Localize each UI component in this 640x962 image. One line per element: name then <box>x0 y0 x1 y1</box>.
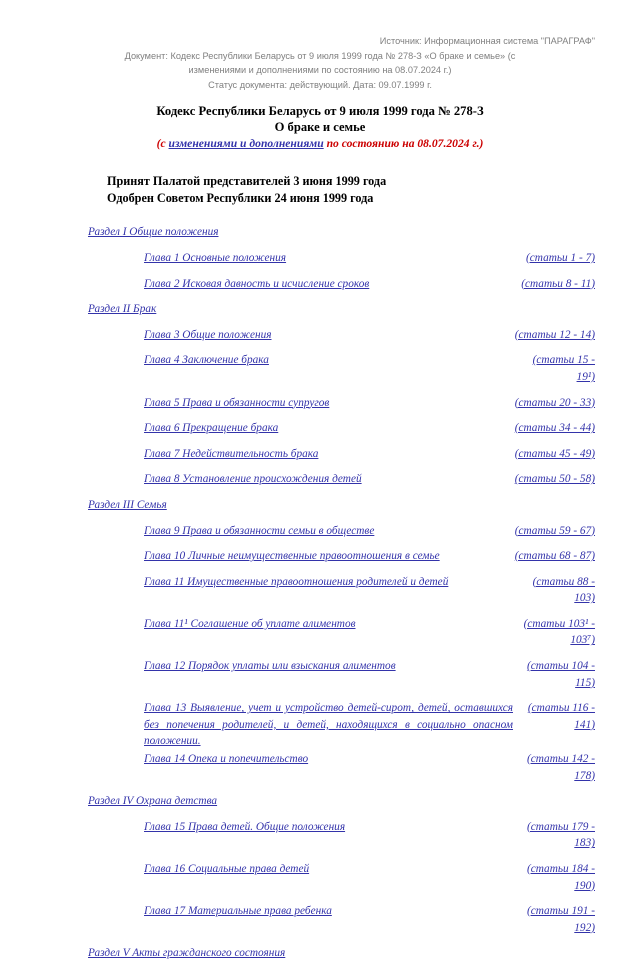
toc-article-range[interactable]: (статьи 191 - 192) <box>526 905 595 934</box>
toc-article-range[interactable]: (статьи 12 - 14) <box>514 328 595 341</box>
toc-row <box>88 793 595 810</box>
meta-document-line-2: изменениями и дополнениями по состоянию на 08.07.2024 г.) <box>188 65 452 76</box>
document-title-block <box>0 104 640 135</box>
toc-row <box>88 497 595 514</box>
toc-row <box>88 903 595 936</box>
toc-chapter-link[interactable]: Глава 7 Недействительность брака <box>144 447 319 460</box>
amendments-note <box>0 136 640 151</box>
meta-document-line-1: Документ: Кодекс Республики Беларусь от 9 июля 1999 года № 278-З «О браке и семье» (с <box>124 50 516 61</box>
approved-by-council: Одобрен Советом Республики 24 июня 1999 года <box>107 190 374 205</box>
toc-row <box>88 523 595 540</box>
toc-chapter-link[interactable]: Глава 16 Социальные права детей <box>144 863 310 875</box>
toc-row <box>88 471 595 488</box>
toc-chapter-link[interactable]: Глава 3 Общие положения <box>144 328 272 341</box>
toc-row <box>88 276 595 293</box>
amendments-link[interactable]: изменениями и дополнениями <box>168 137 324 151</box>
toc-row <box>88 574 595 607</box>
toc-chapter-link[interactable]: Глава 15 Права детей. Общие положения <box>144 820 346 833</box>
adoption-block <box>0 173 640 206</box>
meta-status: Статус документа: действующий. Дата: 09.07.1999 г. <box>208 79 432 90</box>
toc-article-range[interactable]: (статьи 8 - 11) <box>521 277 595 290</box>
toc-row <box>88 751 595 784</box>
toc-row <box>88 616 595 649</box>
toc-article-range[interactable]: (статьи 50 - 58) <box>514 473 595 486</box>
toc-chapter-link[interactable]: Глава 13 Выявление, учет и устройство детей-сирот, детей, оставшихся без попечения родителей, и детей, находящихся в социально опасном положении. <box>144 702 513 748</box>
toc-chapter-link[interactable]: Глава 14 Опека и попечительство <box>144 753 309 766</box>
toc-chapter-link[interactable]: Глава 5 Права и обязанности супругов <box>144 396 330 409</box>
meta-source: Источник: Информационная система "ПАРАГРАФ" <box>379 36 595 46</box>
toc-article-range[interactable]: (статьи 103¹ - 103⁷) <box>523 617 595 647</box>
toc-chapter-link[interactable]: Глава 12 Порядок уплаты или взыскания алиментов <box>144 660 396 673</box>
toc-article-range[interactable]: (статьи 59 - 67) <box>514 524 595 537</box>
toc-row <box>88 250 595 267</box>
toc-article-range[interactable]: (статьи 20 - 33) <box>514 396 595 409</box>
page-subtitle: О браке и семье <box>274 119 366 134</box>
toc-chapter-link[interactable]: Глава 11 Имущественные правоотношения родителей и детей <box>144 575 449 588</box>
toc-section-link[interactable]: Раздел V Акты гражданского состояния <box>88 947 286 960</box>
toc-section-link[interactable]: Раздел IV Охрана детства <box>88 795 218 808</box>
document-meta-header <box>0 0 640 92</box>
toc-article-range[interactable]: (статьи 116 - 141) <box>527 702 595 731</box>
toc-article-range[interactable]: (статьи 142 - 178) <box>526 753 595 782</box>
toc-row <box>88 861 595 894</box>
toc-row <box>88 548 595 565</box>
adopted-by-house: Принят Палатой представителей 3 июня 1999 года <box>107 174 387 189</box>
toc-chapter-link[interactable]: Глава 4 Заключение брака <box>144 354 269 367</box>
toc-section-link[interactable]: Раздел II Брак <box>88 303 157 316</box>
toc-row <box>88 700 595 750</box>
toc-chapter-link[interactable]: Глава 9 Права и обязанности семьи в обществе <box>144 524 375 537</box>
toc-chapter-link[interactable]: Глава 11¹ Соглашение об уплате алиментов <box>144 617 356 630</box>
toc-row <box>88 819 595 852</box>
toc-chapter-link[interactable]: Глава 6 Прекращение брака <box>144 422 279 435</box>
toc-section-link[interactable]: Раздел I Общие положения <box>88 226 219 239</box>
toc-article-range[interactable]: (статьи 15 - 19¹) <box>532 354 595 383</box>
toc-row <box>88 327 595 344</box>
toc-article-range[interactable]: (статьи 34 - 44) <box>514 422 595 435</box>
toc-article-range[interactable]: (статьи 1 - 7) <box>526 251 595 264</box>
toc-article-range[interactable]: (статьи 68 - 87) <box>514 550 595 563</box>
toc-row <box>88 395 595 412</box>
toc-section-link[interactable]: Раздел III Семья <box>88 498 167 511</box>
toc-row <box>88 945 595 962</box>
toc-chapter-link[interactable]: Глава 17 Материальные права ребенка <box>144 905 332 918</box>
toc-row <box>88 301 595 318</box>
toc-article-range[interactable]: (статьи 104 - 115) <box>526 660 595 689</box>
toc-chapter-link[interactable]: Глава 1 Основные положения <box>144 251 287 264</box>
toc-row <box>88 224 595 241</box>
toc-chapter-link[interactable]: Глава 2 Исковая давность и исчисление сроков <box>144 277 370 290</box>
toc-article-range[interactable]: (статьи 45 - 49) <box>514 447 595 460</box>
toc-chapter-link[interactable]: Глава 10 Личные неимущественные правоотношения в семье <box>144 550 440 563</box>
toc-article-range[interactable]: (статьи 88 - 103) <box>532 575 595 605</box>
toc-row <box>88 446 595 463</box>
amendments-suffix: по состоянию на 08.07.2024 г.) <box>323 137 484 151</box>
toc-chapter-link[interactable]: Глава 8 Установление происхождения детей <box>144 473 362 486</box>
toc-article-range[interactable]: (статьи 179 - 183) <box>526 820 595 850</box>
amendments-prefix: (с <box>156 137 169 151</box>
toc-article-range[interactable]: (статьи 184 - 190) <box>526 863 595 892</box>
toc-row <box>88 658 595 691</box>
toc-row <box>88 352 595 385</box>
toc-row <box>88 420 595 437</box>
page-title: Кодекс Республики Беларусь от 9 июля 1999 года № 278-З <box>156 104 484 119</box>
table-of-contents <box>0 224 640 962</box>
